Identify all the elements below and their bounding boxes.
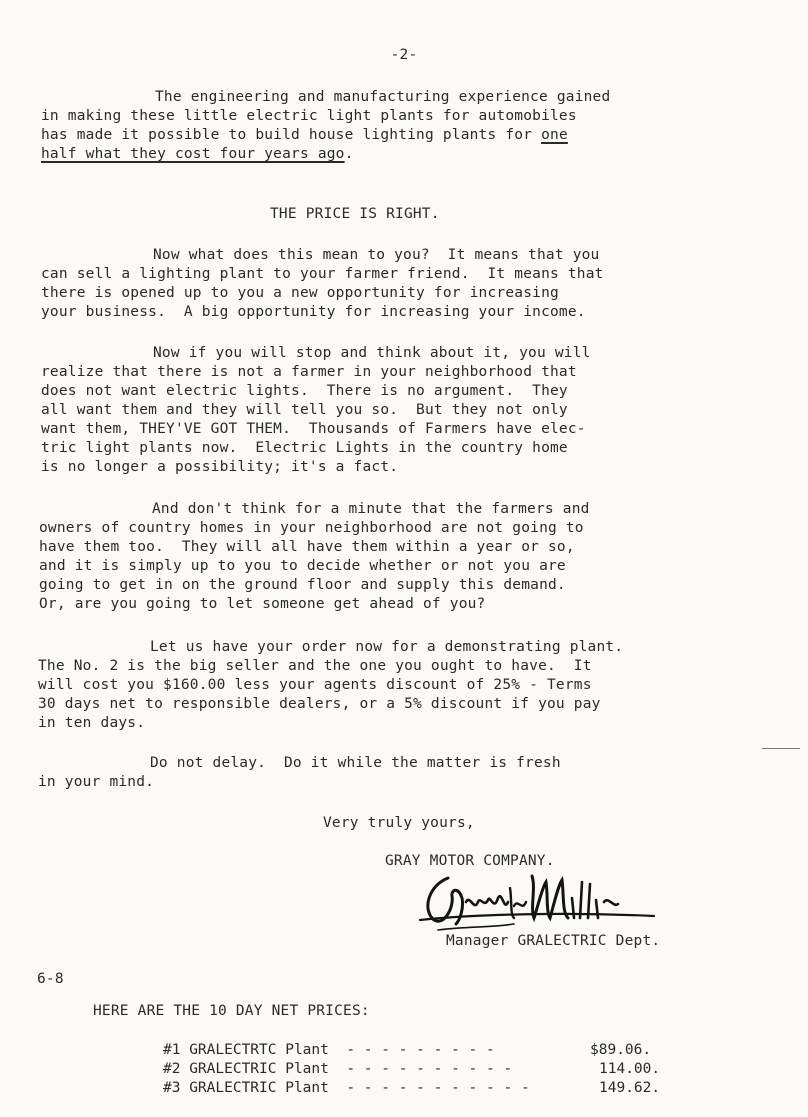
price-row-3 [163, 1079, 530, 1098]
p1-line-4 [41, 145, 354, 164]
price-label: #2 GRALECTRIC Plant [163, 1061, 329, 1077]
price-leader: - - - - - - - - - - - [346, 1080, 530, 1096]
company-name: GRAY MOTOR COMPANY. [385, 853, 555, 869]
page-number: -2- [390, 47, 418, 63]
scan-mark [762, 748, 800, 749]
p4-line-1: And don't think for a minute that the farmers and [152, 501, 590, 517]
p2-line-3: there is opened up to you a new opportunity for increasing [41, 285, 559, 301]
p4-line-3: have them too. They will all have them within a year or so, [39, 539, 575, 555]
price-leader: - - - - - - - - - [346, 1042, 495, 1058]
price-heading: THE PRICE IS RIGHT. [270, 206, 440, 222]
price-row-1 [163, 1041, 495, 1060]
p2-line-4: your business. A big opportunity for increasing your income. [41, 304, 586, 320]
p3-line-7: is no longer a possibility; it's a fact. [41, 459, 399, 475]
p6-line-1: Do not delay. Do it while the matter is fresh [150, 755, 561, 771]
p4-line-6: Or, are you going to let someone get ahead of you? [39, 596, 486, 612]
p3-line-3: does not want electric lights. There is no argument. They [41, 383, 568, 399]
price-value-1: $89.06. [590, 1042, 652, 1058]
closing: Very truly yours, [323, 815, 475, 831]
p5-line-4: 30 days net to responsible dealers, or a 5% discount if you pay [38, 696, 601, 712]
p4-line-2: owners of country homes in your neighborhood are not going to [39, 520, 584, 536]
p4-line-4: and it is simply up to you to decide whether or not you are [39, 558, 566, 574]
p1-line-3 [41, 126, 568, 145]
p1-underlined-phrase: half what they cost four years ago [41, 146, 345, 162]
p5-line-2: The No. 2 is the big seller and the one you ought to have. It [38, 658, 592, 674]
p5-line-3: will cost you $160.00 less your agents discount of 25% - Terms [38, 677, 592, 693]
p1-underlined-one: one [541, 127, 568, 143]
p1-period: . [344, 146, 354, 162]
p3-line-6: tric light plants now. Electric Lights in the country home [41, 440, 568, 456]
p3-line-1: Now if you will stop and think about it, you will [153, 345, 591, 361]
p2-line-2: can sell a lighting plant to your farmer friend. It means that [41, 266, 604, 282]
handwritten-signature [418, 868, 658, 938]
p3-line-4: all want them and they will tell you so. But they not only [41, 402, 568, 418]
p5-line-5: in ten days. [38, 715, 146, 731]
p3-line-5: want them, THEY'VE GOT THEM. Thousands of Farmers have elec- [41, 421, 586, 437]
p6-line-2: in your mind. [38, 774, 155, 790]
p1-line-1: The engineering and manufacturing experience gained [155, 89, 611, 105]
reference-code: 6-8 [37, 971, 64, 987]
p2-line-1: Now what does this mean to you? It means that you [153, 247, 600, 263]
p1-line-3-text: has made it possible to build house lighting plants for [41, 127, 542, 143]
price-value-2: 114.00. [599, 1061, 661, 1077]
price-row-2 [163, 1060, 512, 1079]
p4-line-5: going to get in on the ground floor and supply this demand. [39, 577, 566, 593]
prices-heading: HERE ARE THE 10 DAY NET PRICES: [93, 1003, 370, 1019]
p1-line-2: in making these little electric light plants for automobiles [41, 108, 577, 124]
price-label: #3 GRALECTRIC Plant [163, 1080, 329, 1096]
signer-title: Manager GRALECTRIC Dept. [446, 933, 661, 949]
p5-line-1: Let us have your order now for a demonstrating plant. [150, 639, 624, 655]
price-value-3: 149.62. [599, 1080, 661, 1096]
price-label: #1 GRALECTRTC Plant [163, 1042, 329, 1058]
p3-line-2: realize that there is not a farmer in your neighborhood that [41, 364, 577, 380]
price-leader: - - - - - - - - - - [346, 1061, 513, 1077]
